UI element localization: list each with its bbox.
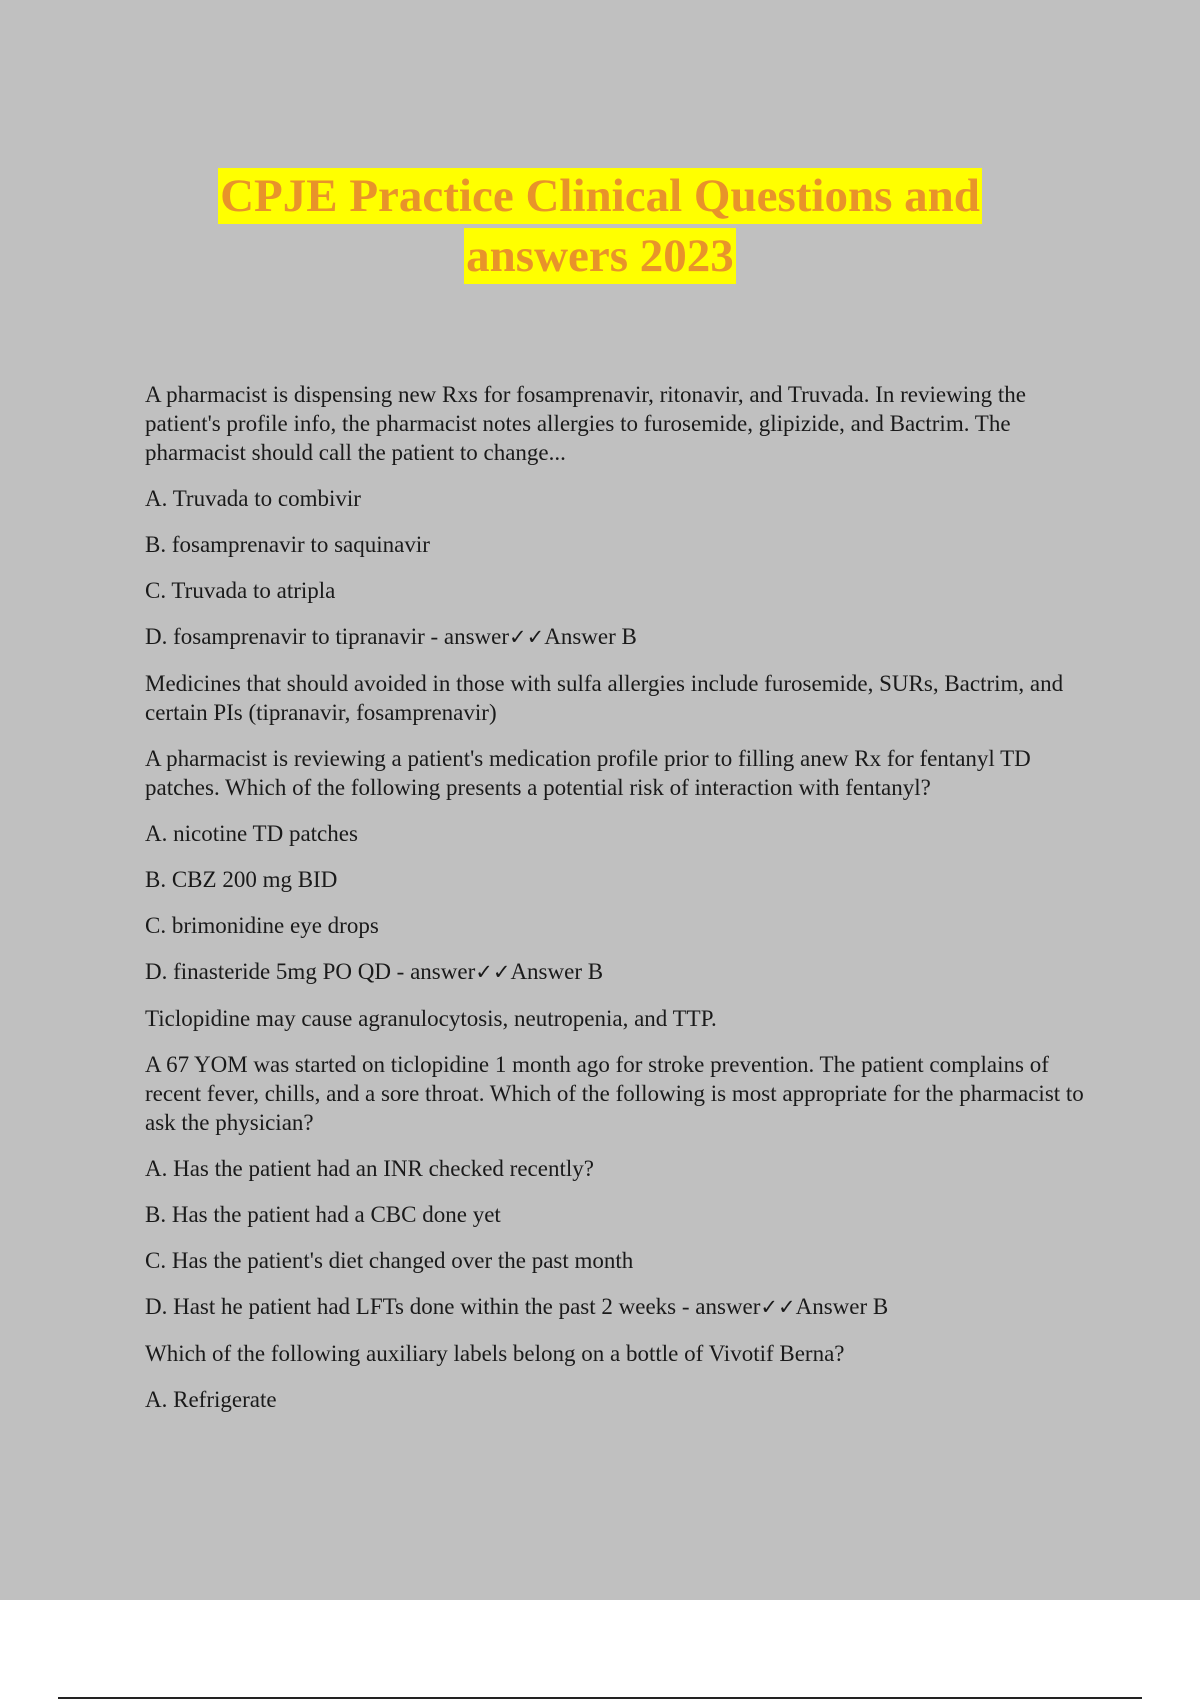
double-check-icon: ✓✓ bbox=[760, 1295, 796, 1319]
question-2-option-c: C. brimonidine eye drops bbox=[145, 913, 379, 938]
option-text: D. fosamprenavir to tipranavir - answer bbox=[145, 624, 510, 649]
question-3-stem: A 67 YOM was started on ticlopidine 1 month ago for stroke prevention. The patient complains of recent fever, chills, and a sore throat. Which of the following is most appropriate for the pharmacist to ask the physician? bbox=[145, 1052, 1084, 1135]
double-check-icon: ✓✓ bbox=[475, 960, 511, 984]
answer-text: Answer B bbox=[544, 624, 637, 649]
question-3-option-d bbox=[145, 1292, 1085, 1322]
question-1-stem: A pharmacist is dispensing new Rxs for fosamprenavir, ritonavir, and Truvada. In reviewing the patient's profile info, the pharmacist notes allergies to furosemide, glipizide, and Bactrim. The pharmacist should call the patient to change... bbox=[145, 382, 1026, 465]
question-2-option-d bbox=[145, 957, 1085, 987]
question-4-stem: Which of the following auxiliary labels belong on a bottle of Vivotif Berna? bbox=[145, 1341, 845, 1366]
question-1-option-c: C. Truvada to atripla bbox=[145, 578, 336, 603]
title-line-2: answers 2023 bbox=[466, 230, 734, 282]
footer-divider bbox=[58, 1697, 1142, 1699]
question-2-option-b: B. CBZ 200 mg BID bbox=[145, 867, 338, 892]
question-3-option-b: B. Has the patient had a CBC done yet bbox=[145, 1202, 501, 1227]
document-body bbox=[145, 380, 1085, 1431]
question-3-option-a: A. Has the patient had an INR checked recently? bbox=[145, 1156, 594, 1181]
double-check-icon: ✓✓ bbox=[509, 625, 545, 649]
question-2-option-a: A. nicotine TD patches bbox=[145, 821, 358, 846]
answer-text: Answer B bbox=[795, 1294, 889, 1319]
question-3-option-c: C. Has the patient's diet changed over the past month bbox=[145, 1248, 634, 1273]
option-text: D. Hast he patient had LFTs done within the past 2 weeks - answer bbox=[145, 1294, 761, 1319]
question-1-option-b: B. fosamprenavir to saquinavir bbox=[145, 532, 430, 557]
question-4-option-a: A. Refrigerate bbox=[145, 1387, 277, 1412]
question-1-explanation: Medicines that should avoided in those with sulfa allergies include furosemide, SURs, Bactrim, and certain PIs (tipranavir, fosamprenavir) bbox=[145, 671, 1064, 725]
document-title bbox=[0, 168, 1200, 288]
question-1-option-d bbox=[145, 622, 1085, 652]
title-line-1: CPJE Practice Clinical Questions and bbox=[220, 170, 980, 222]
question-1-option-a: A. Truvada to combivir bbox=[145, 486, 361, 511]
question-2-explanation: Ticlopidine may cause agranulocytosis, neutropenia, and TTP. bbox=[145, 1006, 717, 1031]
option-text: D. finasteride 5mg PO QD - answer bbox=[145, 959, 476, 984]
answer-text: Answer B bbox=[510, 959, 604, 984]
question-2-stem: A pharmacist is reviewing a patient's medication profile prior to filling anew Rx for fentanyl TD patches. Which of the following presents a potential risk of interaction with fentanyl? bbox=[145, 746, 1031, 800]
